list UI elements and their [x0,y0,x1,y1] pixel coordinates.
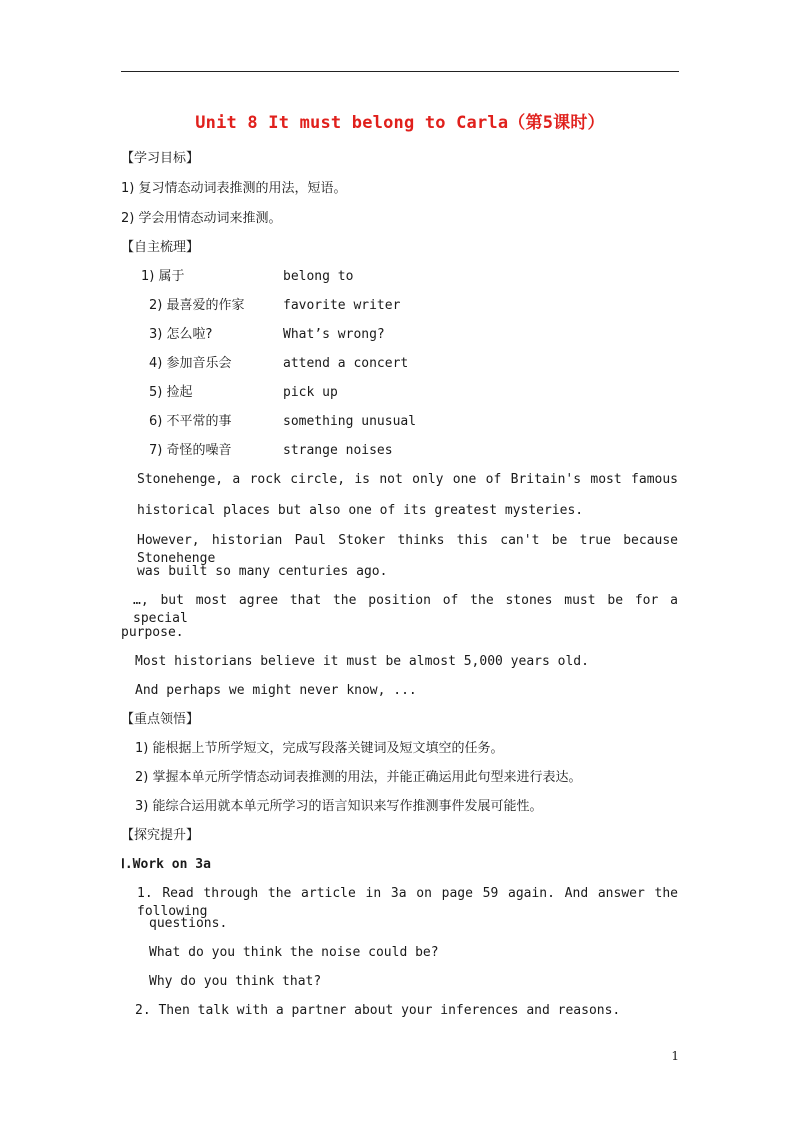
task-2-line: 2. Then talk with a partner about your inferences and reasons. [135,1003,621,1018]
vocab-en: strange noises [283,443,393,458]
vocab-en: something unusual [283,414,417,429]
vocab-cn: 捡起 [166,385,193,400]
vocab-num: 4) [149,356,163,371]
vocab-cn: 奇怪的噪音 [166,443,232,458]
vocab-row [149,413,232,431]
vocab-cn: 不平常的事 [166,414,232,429]
vocab-row [149,384,193,402]
vocab-num: 1) [141,269,155,284]
page-number: 1 [671,1049,679,1063]
key-point-2: 2) 掌握本单元所学情态动词表推测的用法，并能正确运用此句型来进行表达。 [135,770,582,785]
passage-line: Stonehenge, a rock circle, is not only one of Britain's most famous [137,472,678,487]
section-goals-heading: 【学习目标】 [121,151,200,166]
vocab-row [149,297,245,315]
question-1: What do you think the noise could be? [149,945,439,960]
question-2: Why do you think that? [149,974,322,989]
key-point-1: 1) 能根据上节所学短文，完成写段落关键词及短文填空的任务。 [135,741,504,756]
vocab-row [149,442,232,460]
vocab-row [149,326,212,344]
vocab-num: 7) [149,443,163,458]
vocab-en: pick up [283,385,338,400]
vocab-cn: 最喜爱的作家 [166,298,245,313]
vocab-num: 6) [149,414,163,429]
vocab-row [141,268,185,286]
vocab-num: 3) [149,327,163,342]
vocab-cn: 参加音乐会 [166,356,232,371]
vocab-cn: 属于 [158,269,185,284]
vocab-en: favorite writer [283,298,401,313]
vocab-num: 2) [149,298,163,313]
vocab-en: What’s wrong? [283,327,385,342]
key-point-3: 3) 能综合运用就本单元所学习的语言知识来写作推测事件发展可能性。 [135,799,543,814]
page-title: Unit 8 It must belong to Carla（第5课时） [195,113,605,133]
passage-line: And perhaps we might never know, ... [135,683,417,698]
goal-item-2: 2) 学会用情态动词来推测。 [121,211,282,226]
passage-line: However, historian Paul Stoker thinks this can't be true because Stonehenge [137,533,678,566]
section-key-heading: 【重点领悟】 [121,712,200,727]
passage-line: historical places but also one of its greatest mysteries. [137,503,584,518]
work-heading: Ⅰ.Work on 3a [121,857,211,872]
section-review-heading: 【自主梳理】 [121,240,200,255]
passage-line: …, but most agree that the position of the stones must be for a special [133,593,678,626]
vocab-num: 5) [149,385,163,400]
task-1-line: 1. Read through the article in 3a on page 59 again. And answer the following [137,886,678,919]
passage-line: Most historians believe it must be almost 5,000 years old. [135,654,589,669]
task-1-line: questions. [149,916,228,931]
section-explore-heading: 【探究提升】 [121,828,200,843]
header-rule [121,71,679,72]
vocab-cn: 怎么啦? [166,327,213,342]
vocab-row [149,355,232,373]
vocab-en: attend a concert [283,356,409,371]
passage-line: purpose. [121,625,184,640]
vocab-en: belong to [283,269,354,284]
goal-item-1: 1) 复习情态动词表推测的用法，短语。 [121,181,347,196]
passage-line: was built so many centuries ago. [137,564,388,579]
